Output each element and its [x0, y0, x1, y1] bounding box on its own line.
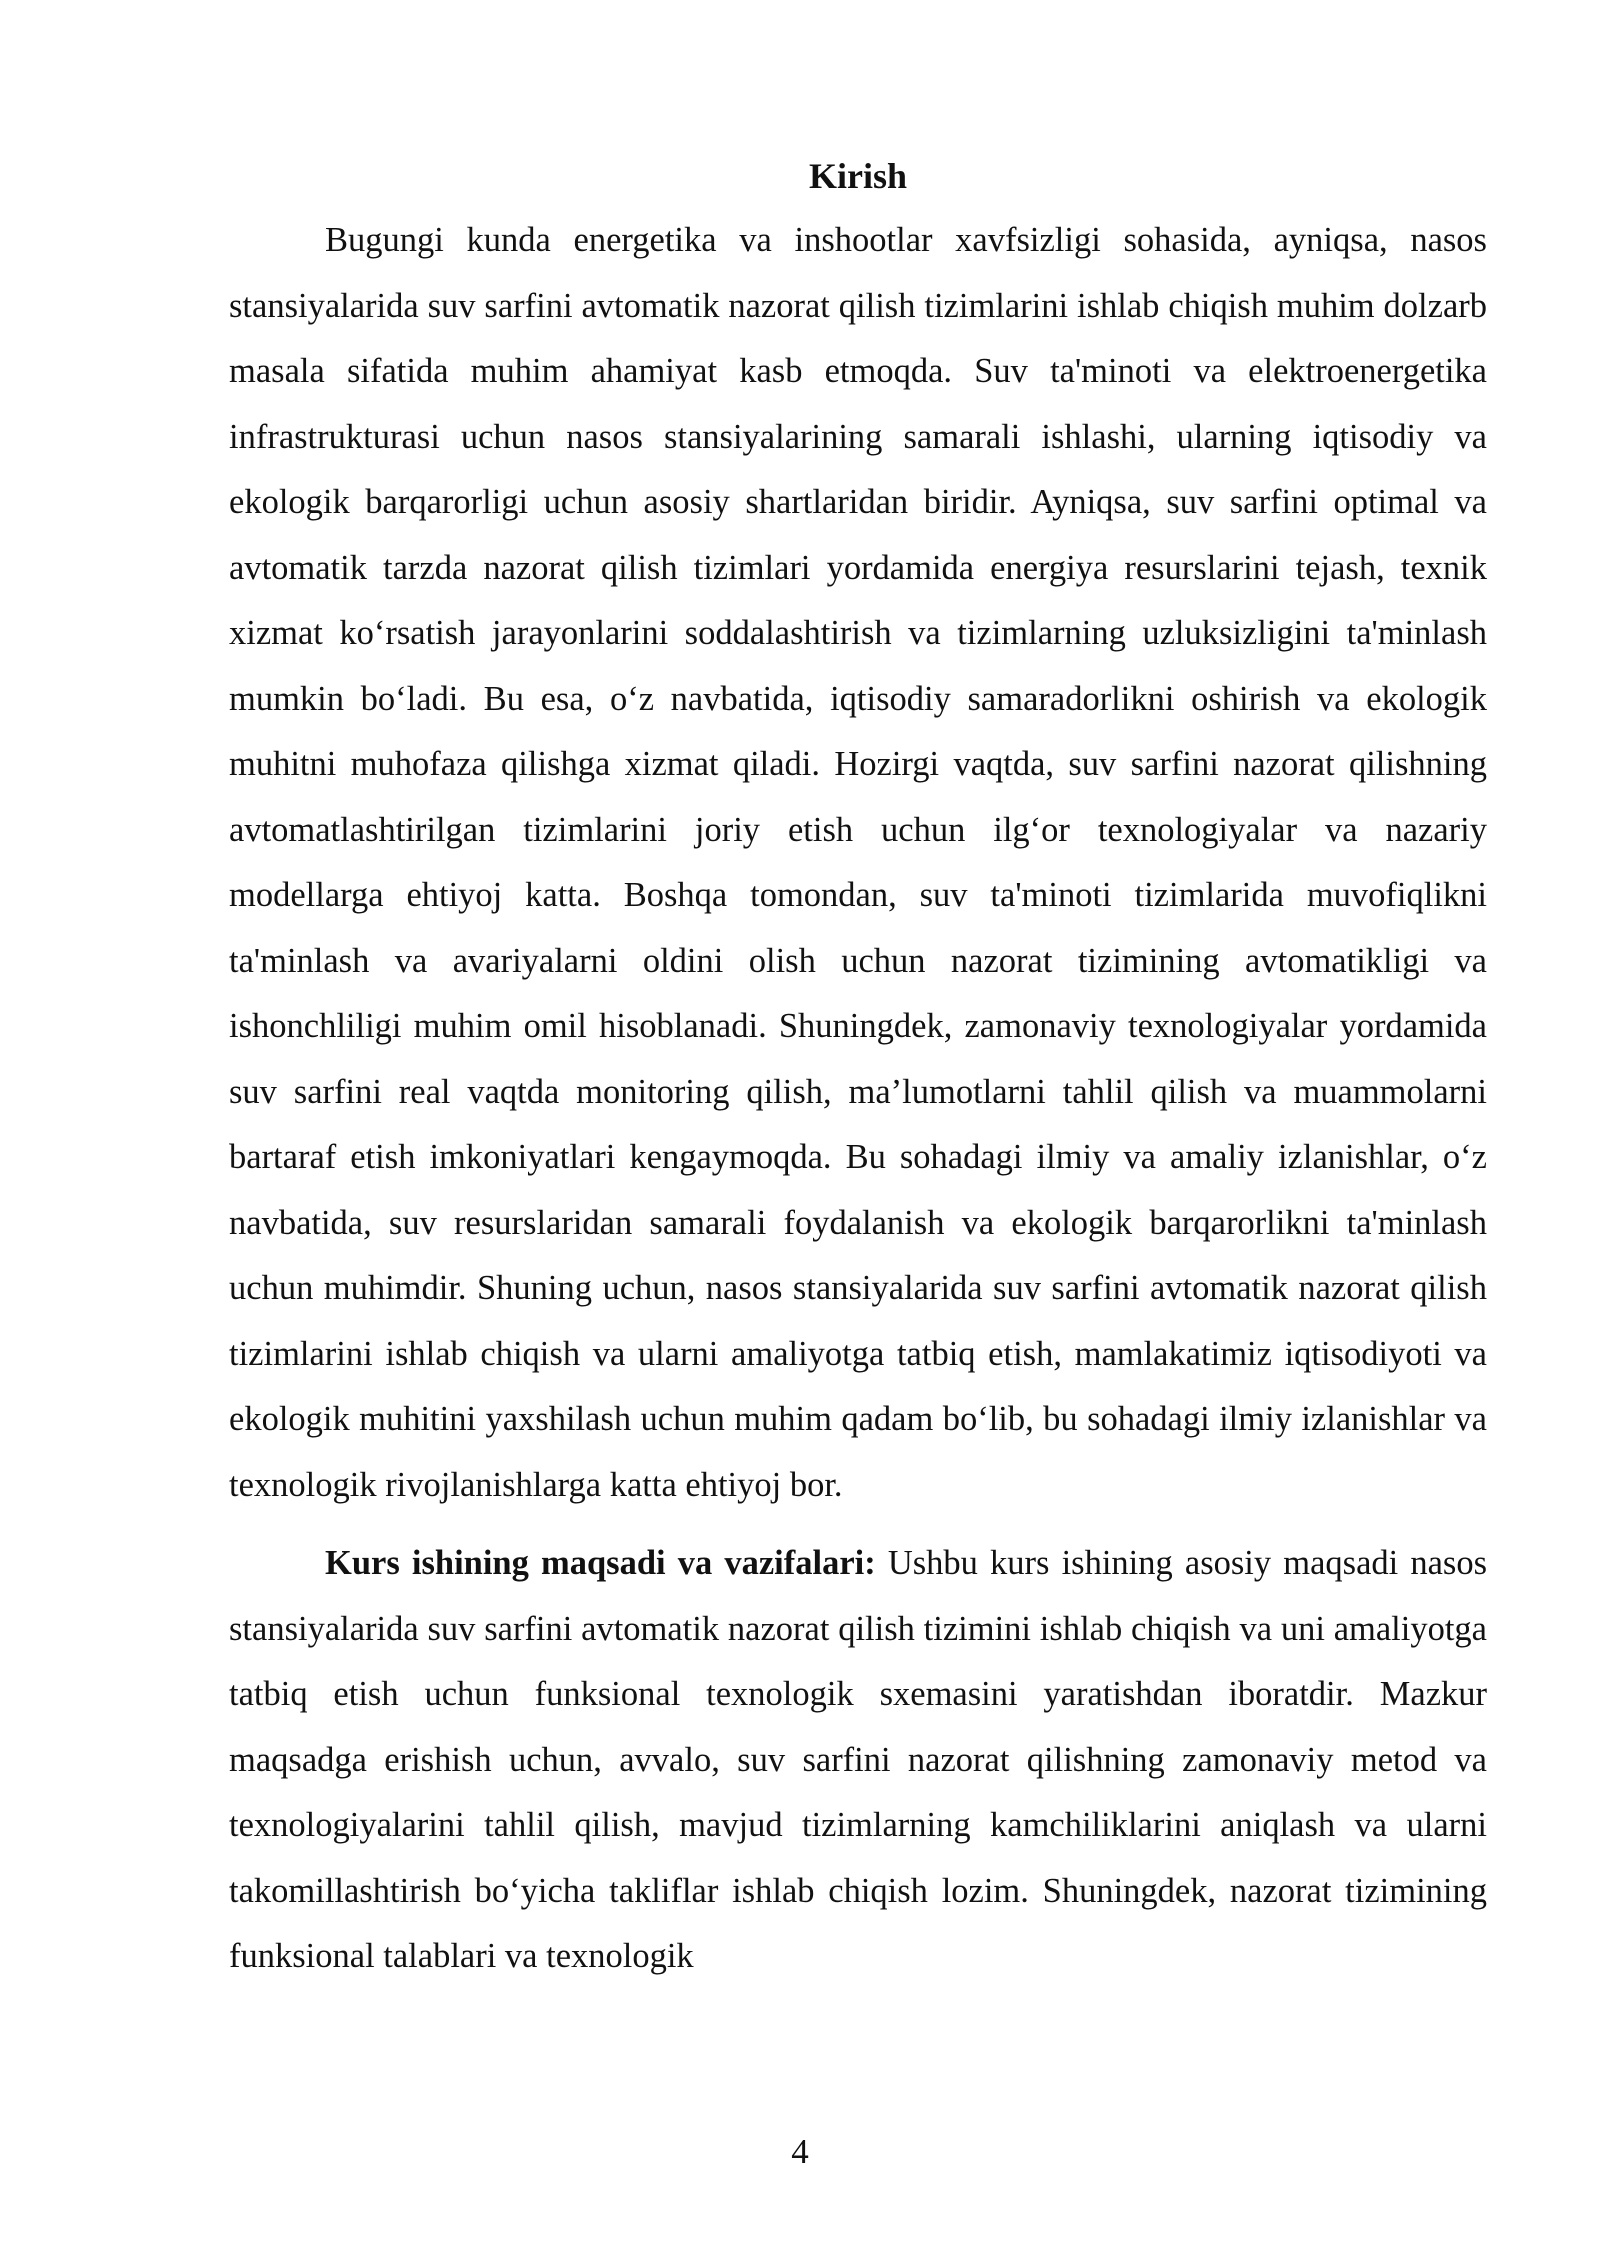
page-content [229, 150, 1487, 1990]
section-title: Kirish [808, 156, 907, 196]
page-number: 4 [791, 2132, 809, 2171]
goals-text: Ushbu kurs ishining asosiy maqsadi nasos stansiyalarida suv sarfini avtomatik nazorat qilish tizimini ishlab chiqish va uni amaliyotga tatbiq etish uchun funksional texnologik sxemasini yaratishdan iboratdir. Mazkur maqsadga erishish uchun, avvalo, suv sarfini nazorat qilishning zamonaviy metod va texnologiyalarini tahlil qilish, mavjud tizimlarning kamchiliklarini aniqlash va ularni takomillashtirish boʻyicha takliflar ishlab chiqish lozim. Shuningdek, nazorat tizimining funksional talablari va texnologik [229, 1544, 1487, 1975]
goals-paragraph [229, 1531, 1487, 1990]
goals-heading: Kurs ishining maqsadi va vazifalari: [325, 1544, 876, 1582]
introduction-paragraph: Bugungi kunda energetika va inshootlar xavfsizligi sohasida, ayniqsa, nasos stansiyalarida suv sarfini avtomatik nazorat qilish tizimlarini ishlab chiqish muhim dolzarb masala sifatida muhim ahamiyat kasb etmoqda. Suv ta'minoti va elektroenergetika infrastrukturasi uchun nasos stansiyalarining samarali ishlashi, ularning iqtisodiy va ekologik barqarorligi uchun asosiy shartlaridan biridir. Ayniqsa, suv sarfini optimal va avtomatik tarzda nazorat qilish tizimlari yordamida energiya resurslarini tejash, texnik xizmat koʻrsatish jarayonlarini soddalashtirish va tizimlarning uzluksizligini ta'minlash mumkin boʻladi. Bu esa, oʻz navbatida, iqtisodiy samaradorlikni oshirish va ekologik muhitni muhofaza qilishga xizmat qiladi. Hozirgi vaqtda, suv sarfini nazorat qilishning avtomatlashtirilgan tizimlarini joriy etish uchun ilgʻor texnologiyalar va nazariy modellarga ehtiyoj katta. Boshqa tomondan, suv ta'minoti tizimlarida muvofiqlikni ta'minlash va avariyalarni oldini olish uchun nazorat tizimining avtomatikligi va ishonchliligi muhim omil hisoblanadi. Shuningdek, zamonaviy texnologiyalar yordamida suv sarfini real vaqtda monitoring qilish, ma’lumotlarni tahlil qilish va muammolarni bartaraf etish imkoniyatlari kengaymoqda. Bu sohadagi ilmiy va amaliy izlanishlar, oʻz navbatida, suv resurslaridan samarali foydalanish va ekologik barqarorlikni ta'minlash uchun muhimdir. Shuning uchun, nasos stansiyalarida suv sarfini avtomatik nazorat qilish tizimlarini ishlab chiqish va ularni amaliyotga tatbiq etish, mamlakatimiz iqtisodiyoti va ekologik muhitini yaxshilash uchun muhim qadam boʻlib, bu sohadagi ilmiy izlanishlar va texnologik rivojlanishlarga katta ehtiyoj bor. [229, 221, 1487, 1504]
